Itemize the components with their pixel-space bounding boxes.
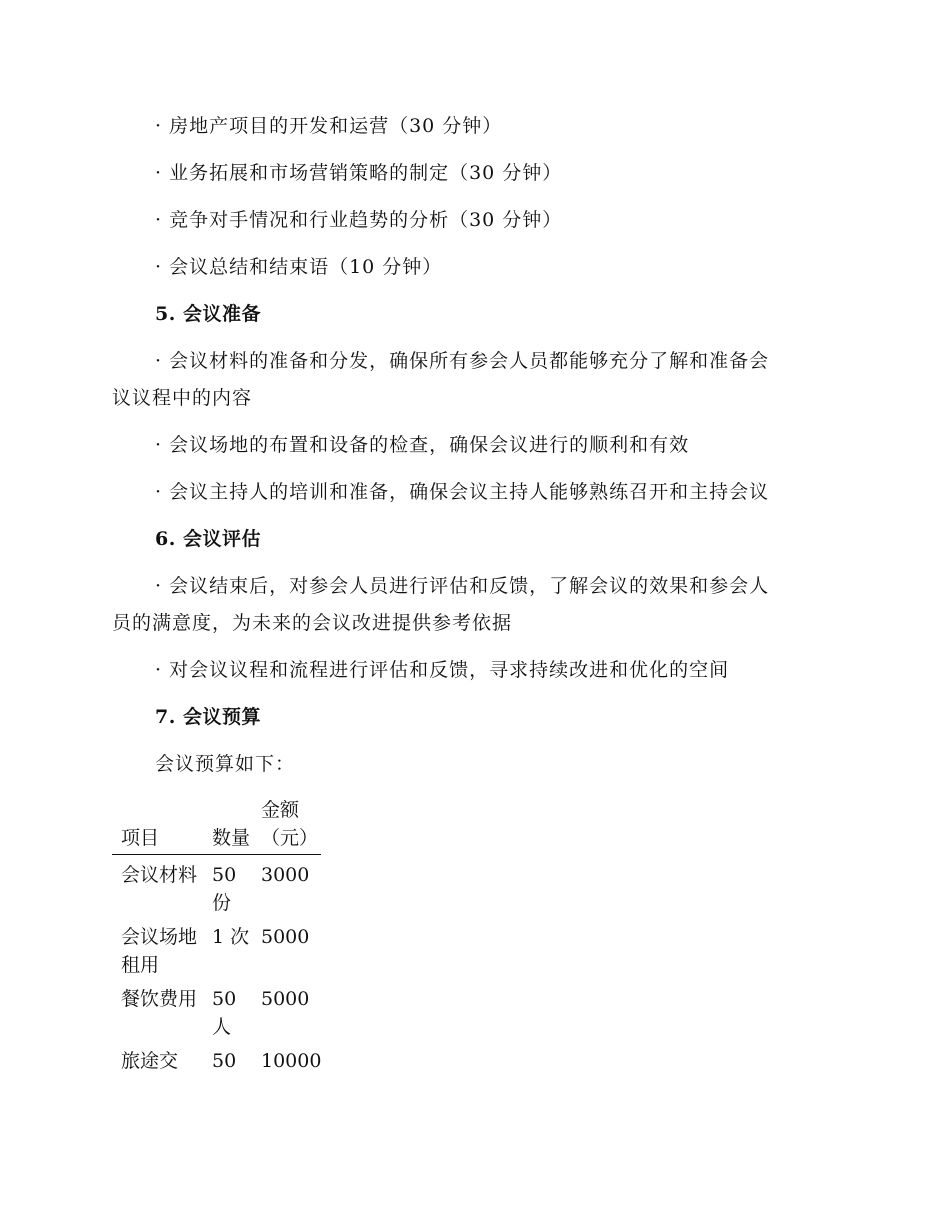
paragraph-line: · 会议材料的准备和分发，确保所有参会人员都能够充分了解和准备会 <box>155 350 770 372</box>
column-header-item: 项目 <box>121 827 160 849</box>
table-row <box>112 855 321 918</box>
cell-item: 会议场地租用 <box>121 926 198 976</box>
cell-amount: 10000 <box>261 1050 322 1072</box>
table-header-row <box>112 796 321 855</box>
table-row <box>112 1041 321 1075</box>
paragraph-line: · 对会议议程和流程进行评估和反馈，寻求持续改进和优化的空间 <box>155 659 730 681</box>
section-heading: 7. 会议预算 <box>155 706 261 728</box>
cell-quantity: 50 人 <box>212 988 237 1038</box>
table-row <box>112 917 321 979</box>
paragraph-line: · 会议场地的布置和设备的检查，确保会议进行的顺利和有效 <box>155 434 690 456</box>
cell-item: 旅途交 <box>121 1050 179 1072</box>
cell-quantity: 50 <box>212 1050 237 1072</box>
paragraph-line: 会议预算如下： <box>155 753 296 775</box>
agenda-item: · 竞争对手情况和行业趋势的分析（30 分钟） <box>155 209 563 231</box>
section-heading: 5. 会议准备 <box>155 303 261 325</box>
section-heading: 6. 会议评估 <box>155 528 261 550</box>
column-header-amount: 金额（元） <box>261 799 319 849</box>
column-header-quantity: 数量 <box>212 827 251 849</box>
cell-amount: 3000 <box>261 864 310 886</box>
cell-amount: 5000 <box>261 988 310 1010</box>
cell-item: 会议材料 <box>121 864 198 886</box>
table-row <box>112 979 321 1041</box>
cell-quantity: 1 次 <box>212 926 250 948</box>
paragraph-line: 议议程中的内容 <box>112 387 253 409</box>
paragraph-line: 员的满意度，为未来的会议改进提供参考依据 <box>112 612 513 634</box>
agenda-item: · 会议总结和结束语（10 分钟） <box>155 256 443 278</box>
paragraph-line: · 会议主持人的培训和准备，确保会议主持人能够熟练召开和主持会议 <box>155 481 770 503</box>
agenda-item: · 房地产项目的开发和运营（30 分钟） <box>155 115 503 137</box>
budget-table <box>112 796 321 1075</box>
agenda-item: · 业务拓展和市场营销策略的制定（30 分钟） <box>155 162 563 184</box>
paragraph-line: · 会议结束后，对参会人员进行评估和反馈，了解会议的效果和参会人 <box>155 575 770 597</box>
cell-amount: 5000 <box>261 926 310 948</box>
cell-quantity: 50 份 <box>212 864 237 914</box>
cell-item: 餐饮费用 <box>121 988 198 1010</box>
